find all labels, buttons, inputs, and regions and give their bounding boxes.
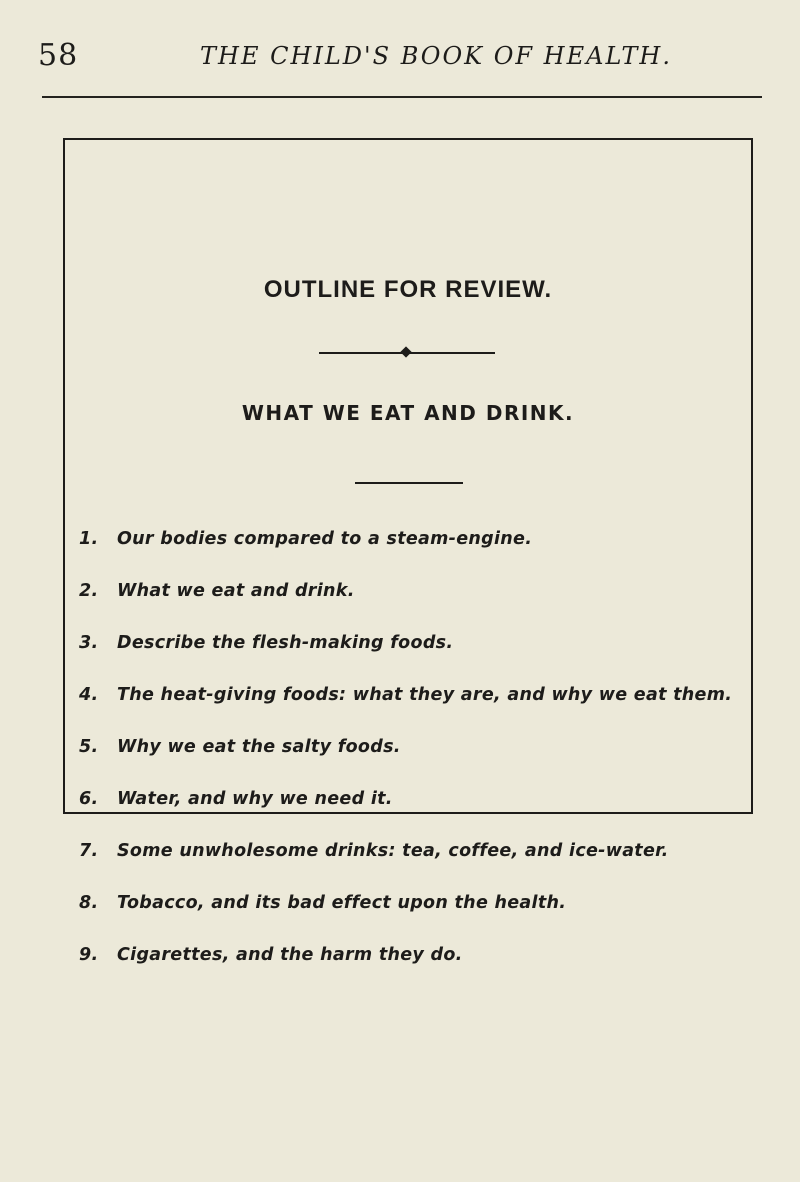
short-divider	[355, 482, 463, 484]
item-number: 8.	[79, 893, 99, 913]
diamond-icon	[400, 346, 411, 357]
list-item	[65, 628, 751, 658]
item-text: What we eat and drink.	[117, 581, 355, 601]
list-item	[65, 576, 751, 606]
item-text: Tobacco, and its bad effect upon the health.	[117, 893, 567, 913]
header-rule	[42, 96, 762, 98]
outline-box	[63, 138, 753, 965]
list-item	[65, 732, 751, 762]
item-text: Describe the flesh-making foods.	[117, 633, 454, 653]
item-number: 4.	[79, 685, 99, 705]
page-number: 58	[38, 38, 79, 73]
item-number: 5.	[79, 737, 99, 757]
item-text: Some unwholesome drinks: tea, coffee, and ice-water.	[117, 841, 669, 861]
item-text: Water, and why we need it.	[117, 789, 393, 809]
item-text: Cigarettes, and the harm they do.	[117, 945, 463, 965]
item-text: Our bodies compared to a steam-engine.	[117, 529, 533, 549]
diamond-divider	[319, 352, 495, 354]
item-number: 2.	[79, 581, 99, 601]
list-item	[65, 836, 751, 866]
item-number: 3.	[79, 633, 99, 653]
running-title: THE CHILD'S BOOK OF HEALTH.	[200, 42, 672, 70]
item-number: 7.	[79, 841, 99, 861]
list-item	[65, 524, 751, 554]
list-item	[65, 680, 751, 710]
item-number: 6.	[79, 789, 99, 809]
list-item	[65, 784, 751, 814]
list-item	[65, 940, 751, 970]
page-header	[0, 36, 800, 76]
outline-title: OUTLINE FOR REVIEW.	[263, 276, 553, 303]
list-item	[65, 888, 751, 918]
outline-subtitle: WHAT WE EAT AND DRINK.	[241, 401, 575, 425]
item-text: Why we eat the salty foods.	[117, 737, 401, 757]
item-number: 9.	[79, 945, 99, 965]
item-number: 1.	[79, 529, 99, 549]
item-text: The heat-giving foods: what they are, and why we eat them.	[117, 685, 733, 705]
